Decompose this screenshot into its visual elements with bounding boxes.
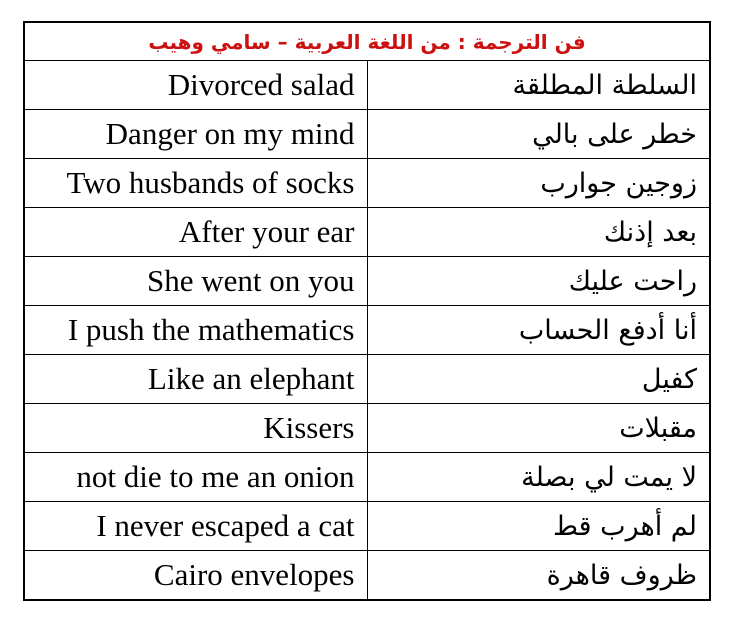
english-phrase: not die to me an onion bbox=[25, 453, 368, 502]
translation-table-container bbox=[23, 21, 711, 601]
table-row bbox=[25, 404, 710, 453]
english-phrase: After your ear bbox=[25, 208, 368, 257]
english-phrase: Cairo envelopes bbox=[25, 551, 368, 600]
table-row bbox=[25, 306, 710, 355]
table-row bbox=[25, 551, 710, 600]
translation-table bbox=[24, 22, 710, 600]
english-phrase: She went on you bbox=[25, 257, 368, 306]
table-row bbox=[25, 61, 710, 110]
table-row bbox=[25, 502, 710, 551]
arabic-phrase: لا يمت لي بصلة bbox=[367, 453, 710, 502]
arabic-phrase: أنا أدفع الحساب bbox=[367, 306, 710, 355]
arabic-phrase: لم أهرب قط bbox=[367, 502, 710, 551]
table-row bbox=[25, 208, 710, 257]
arabic-phrase: خطر على بالي bbox=[367, 110, 710, 159]
table-row bbox=[25, 453, 710, 502]
english-phrase: Divorced salad bbox=[25, 61, 368, 110]
arabic-phrase: بعد إذنك bbox=[367, 208, 710, 257]
english-phrase: I never escaped a cat bbox=[25, 502, 368, 551]
english-phrase: Two husbands of socks bbox=[25, 159, 368, 208]
arabic-phrase: السلطة المطلقة bbox=[367, 61, 710, 110]
title-row bbox=[25, 23, 710, 61]
arabic-phrase: كفيل bbox=[367, 355, 710, 404]
english-phrase: Danger on my mind bbox=[25, 110, 368, 159]
english-phrase: Kissers bbox=[25, 404, 368, 453]
table-row bbox=[25, 110, 710, 159]
arabic-phrase: ظروف قاهرة bbox=[367, 551, 710, 600]
table-row bbox=[25, 355, 710, 404]
table-title: فن الترجمة : من اللغة العربية – سامي وهيب bbox=[25, 23, 710, 61]
english-phrase: Like an elephant bbox=[25, 355, 368, 404]
english-phrase: I push the mathematics bbox=[25, 306, 368, 355]
table-row bbox=[25, 257, 710, 306]
arabic-phrase: راحت عليك bbox=[367, 257, 710, 306]
arabic-phrase: مقبلات bbox=[367, 404, 710, 453]
arabic-phrase: زوجين جوارب bbox=[367, 159, 710, 208]
table-row bbox=[25, 159, 710, 208]
